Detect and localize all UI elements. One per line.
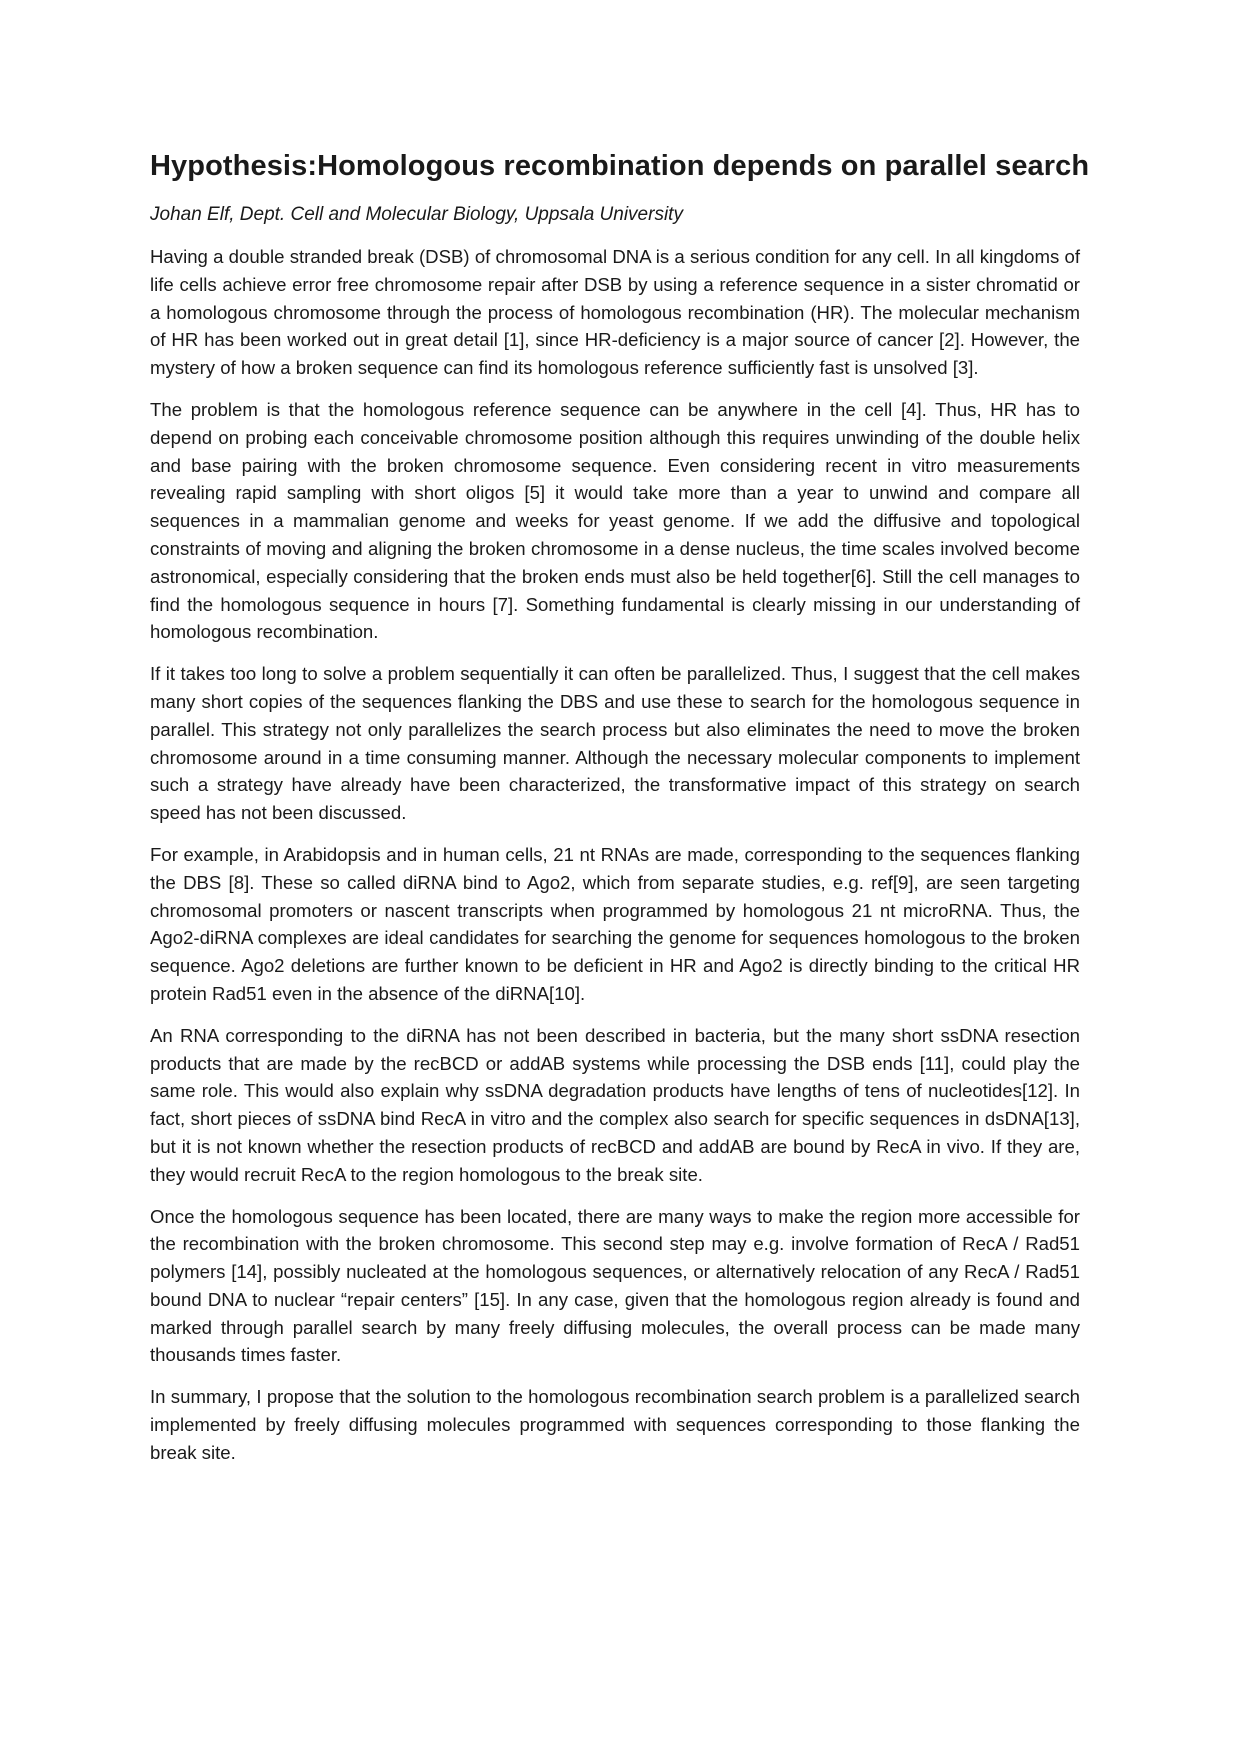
- paragraph: Having a double stranded break (DSB) of chromosomal DNA is a serious condition for any cell. In all kingdoms of life cells achieve error free chromosome repair after DSB by using a reference sequence in a sister chromatid or a homologous chromosome through the process of homologous recombination (HR). The molecular mechanism of HR has been worked out in great detail [1], since HR-deficiency is a major source of cancer [2]. However, the mystery of how a broken sequence can find its homologous reference sufficiently fast is unsolved [3].: [150, 246, 1080, 379]
- paragraph: If it takes too long to solve a problem sequentially it can often be parallelized. Thus, I suggest that the cell makes many short copies of the sequences flanking the DBS and use these to search for the homologous sequence in parallel. This strategy not only parallelizes the search process but also eliminates the need to move the broken chromosome around in a time consuming manner. Although the necessary molecular components to implement such a strategy have already have been characterized, the transformative impact of this strategy on search speed has not been discussed.: [150, 663, 1080, 824]
- paragraph: In summary, I propose that the solution to the homologous recombination search problem is a parallelized search implemented by freely diffusing molecules programmed with sequences corresponding to those flanking the break site.: [150, 1386, 1080, 1463]
- document-body: [150, 243, 1080, 1481]
- paragraph: Once the homologous sequence has been located, there are many ways to make the region more accessible for the recombination with the broken chromosome. This second step may e.g. involve formation of RecA / Rad51 polymers [14], possibly nucleated at the homologous sequences, or alternatively relocation of any RecA / Rad51 bound DNA to nuclear “repair centers” [15]. In any case, given that the homologous region already is found and marked through parallel search by many freely diffusing molecules, the overall process can be made many thousands times faster.: [150, 1205, 1080, 1366]
- author-affiliation: Johan Elf, Dept. Cell and Molecular Biology, Uppsala University: [150, 204, 683, 225]
- document-title: Hypothesis:Homologous recombination depends on parallel search: [150, 150, 1090, 182]
- paragraph: For example, in Arabidopsis and in human cells, 21 nt RNAs are made, corresponding to the sequences flanking the DBS [8]. These so called diRNA bind to Ago2, which from separate studies, e.g. ref[9], are seen targeting chromosomal promoters or nascent transcripts when programmed by homologous 21 nt microRNA. Thus, the Ago2-diRNA complexes are ideal candidates for searching the genome for sequences homologous to the broken sequence. Ago2 deletions are further known to be deficient in HR and Ago2 is directly binding to the critical HR protein Rad51 even in the absence of the diRNA[10].: [150, 843, 1080, 1004]
- paragraph: The problem is that the homologous reference sequence can be anywhere in the cell [4]. Thus, HR has to depend on probing each conceivable chromosome position although this requires unwinding of the double helix and base pairing with the broken chromosome sequence. Even considering recent in vitro measurements revealing rapid sampling with short oligos [5] it would take more than a year to unwind and compare all sequences in a mammalian genome and weeks for yeast genome. If we add the diffusive and topological constraints of moving and aligning the broken chromosome in a dense nucleus, the time scales involved become astronomical, especially considering that the broken ends must also be held together[6]. Still the cell manages to find the homologous sequence in hours [7]. Something fundamental is clearly missing in our understanding of homologous recombination.: [150, 398, 1080, 643]
- paragraph: An RNA corresponding to the diRNA has not been described in bacteria, but the many short ssDNA resection products that are made by the recBCD or addAB systems while processing the DSB ends [11], could play the same role. This would also explain why ssDNA degradation products have lengths of tens of nucleotides[12]. In fact, short pieces of ssDNA bind RecA in vitro and the complex also search for specific sequences in dsDNA[13], but it is not known whether the resection products of recBCD and addAB are bound by RecA in vivo. If they are, they would recruit RecA to the region homologous to the break site.: [150, 1024, 1080, 1185]
